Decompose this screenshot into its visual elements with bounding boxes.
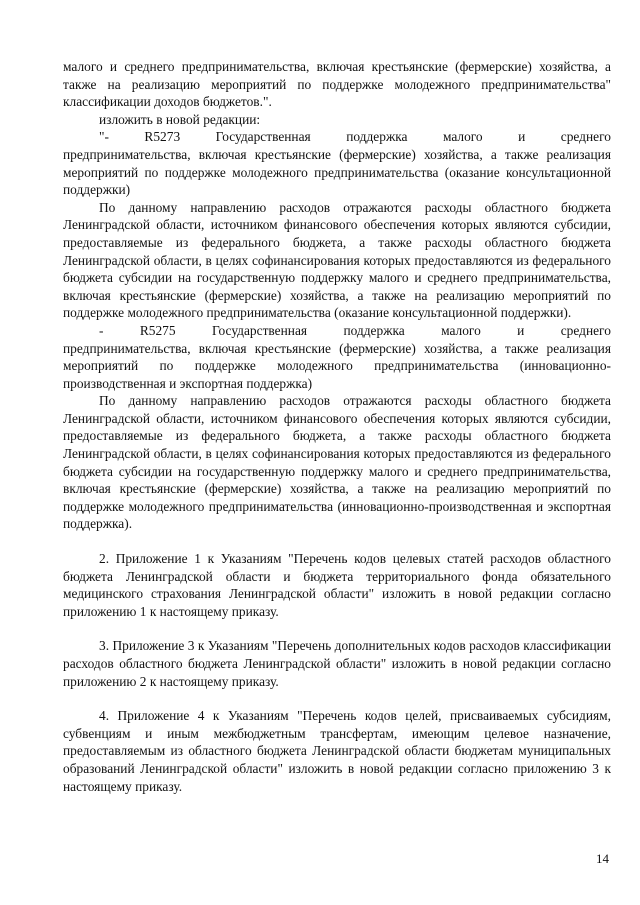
paragraph-instruction: изложить в новой редакции:	[99, 111, 261, 127]
code-line-word: и	[517, 322, 525, 338]
code-line-word: среднего	[560, 322, 611, 338]
paragraph-item-4: 4. Приложение 4 к Указаниям "Перечень кодов целей, присваиваемых субсидиям, субвенциям и иным межбюджетным трансфертам, имеющим целевое назначение, предоставляемым из областного бюджета Ленинградской области бюджетам муниципальных образований Ленинградской области" изложить в новой редакции согласно приложению 3 к настоящему приказу.	[63, 708, 611, 794]
code-line-word: "-	[99, 129, 109, 145]
code-line-word: поддержка	[343, 322, 405, 338]
code-line-word: и	[518, 129, 526, 145]
code-line-word: поддержка	[346, 129, 408, 145]
paragraph-item-3: 3. Приложение 3 к Указаниям "Перечень дополнительных кодов расходов классификации расходов областного бюджета Ленинградской области" изложить в новой редакции согласно приложению 2 к настоящему приказу.	[63, 638, 611, 689]
code-line-r5273	[63, 128, 611, 146]
paragraph-item-2: 2. Приложение 1 к Указаниям "Перечень кодов целевых статей расходов областного бюджета Ленинградской области и бюджета территориального фонда обязательного медицинского страхования Ленинградской области" изложить в новой редакции согласно приложению 1 к настоящему приказу.	[63, 551, 611, 619]
code-line-word: малого	[441, 322, 481, 338]
paragraph-r5273-description: По данному направлению расходов отражаются расходы областного бюджета Ленинградской области, источником финансового обеспечения которых являются субсидии, предоставляемые из федерального бюджета, а также расходы областного бюджета Ленинградской области, в целях софинансирования которых предоставляются из федерального бюджета субсидии на государственную поддержку малого и среднего предпринимательства, включая крестьянские (фермерские) хозяйства, а также на реализацию мероприятий по поддержке молодежного предпринимательства (оказание консультационной поддержки).	[63, 199, 611, 321]
code-line-word: среднего	[560, 129, 611, 145]
code-line-word: R5273	[144, 129, 181, 145]
paragraph-continuation: малого и среднего предпринимательства, включая крестьянские (фермерские) хозяйства, а также на реализацию мероприятий по поддержке молодежного предпринимательства" классификации доходов бюджетов.".	[63, 59, 611, 110]
code-line-r5275	[63, 322, 611, 340]
spacer	[63, 620, 611, 637]
code-line-word: Государственная	[211, 322, 308, 338]
paragraph-r5275-title: предпринимательства, включая крестьянские (фермерские) хозяйства, а также реализация мероприятий по поддержке молодежного предпринимательства (инновационно-производственная и экспортная поддержка)	[63, 340, 611, 391]
document-body	[63, 58, 611, 795]
spacer	[63, 533, 611, 550]
paragraph-r5273-title: предпринимательства, включая крестьянские (фермерские) хозяйства, а также реализация мероприятий по поддержке молодежного предпринимательства (оказание консультационной поддержки)	[63, 146, 611, 198]
code-line-word: Государственная	[215, 129, 311, 145]
code-line-word: R5275	[139, 322, 176, 338]
page-number: 14	[596, 851, 609, 866]
paragraph-r5275-description: По данному направлению расходов отражаются расходы областного бюджета Ленинградской области, источником финансового обеспечения которых являются субсидии, предоставляемые из федерального бюджета, а также расходы областного бюджета Ленинградской области, в целях софинансирования которых предоставляются из федерального бюджета субсидии на государственную поддержку малого и среднего предпринимательства, включая крестьянские (фермерские) хозяйства, а также на реализацию мероприятий по поддержке молодежного предпринимательства (инновационно-производственная и экспортная поддержка).	[63, 393, 611, 532]
spacer	[63, 690, 611, 707]
code-line-word: -	[99, 322, 104, 338]
code-line-word: малого	[442, 129, 483, 145]
